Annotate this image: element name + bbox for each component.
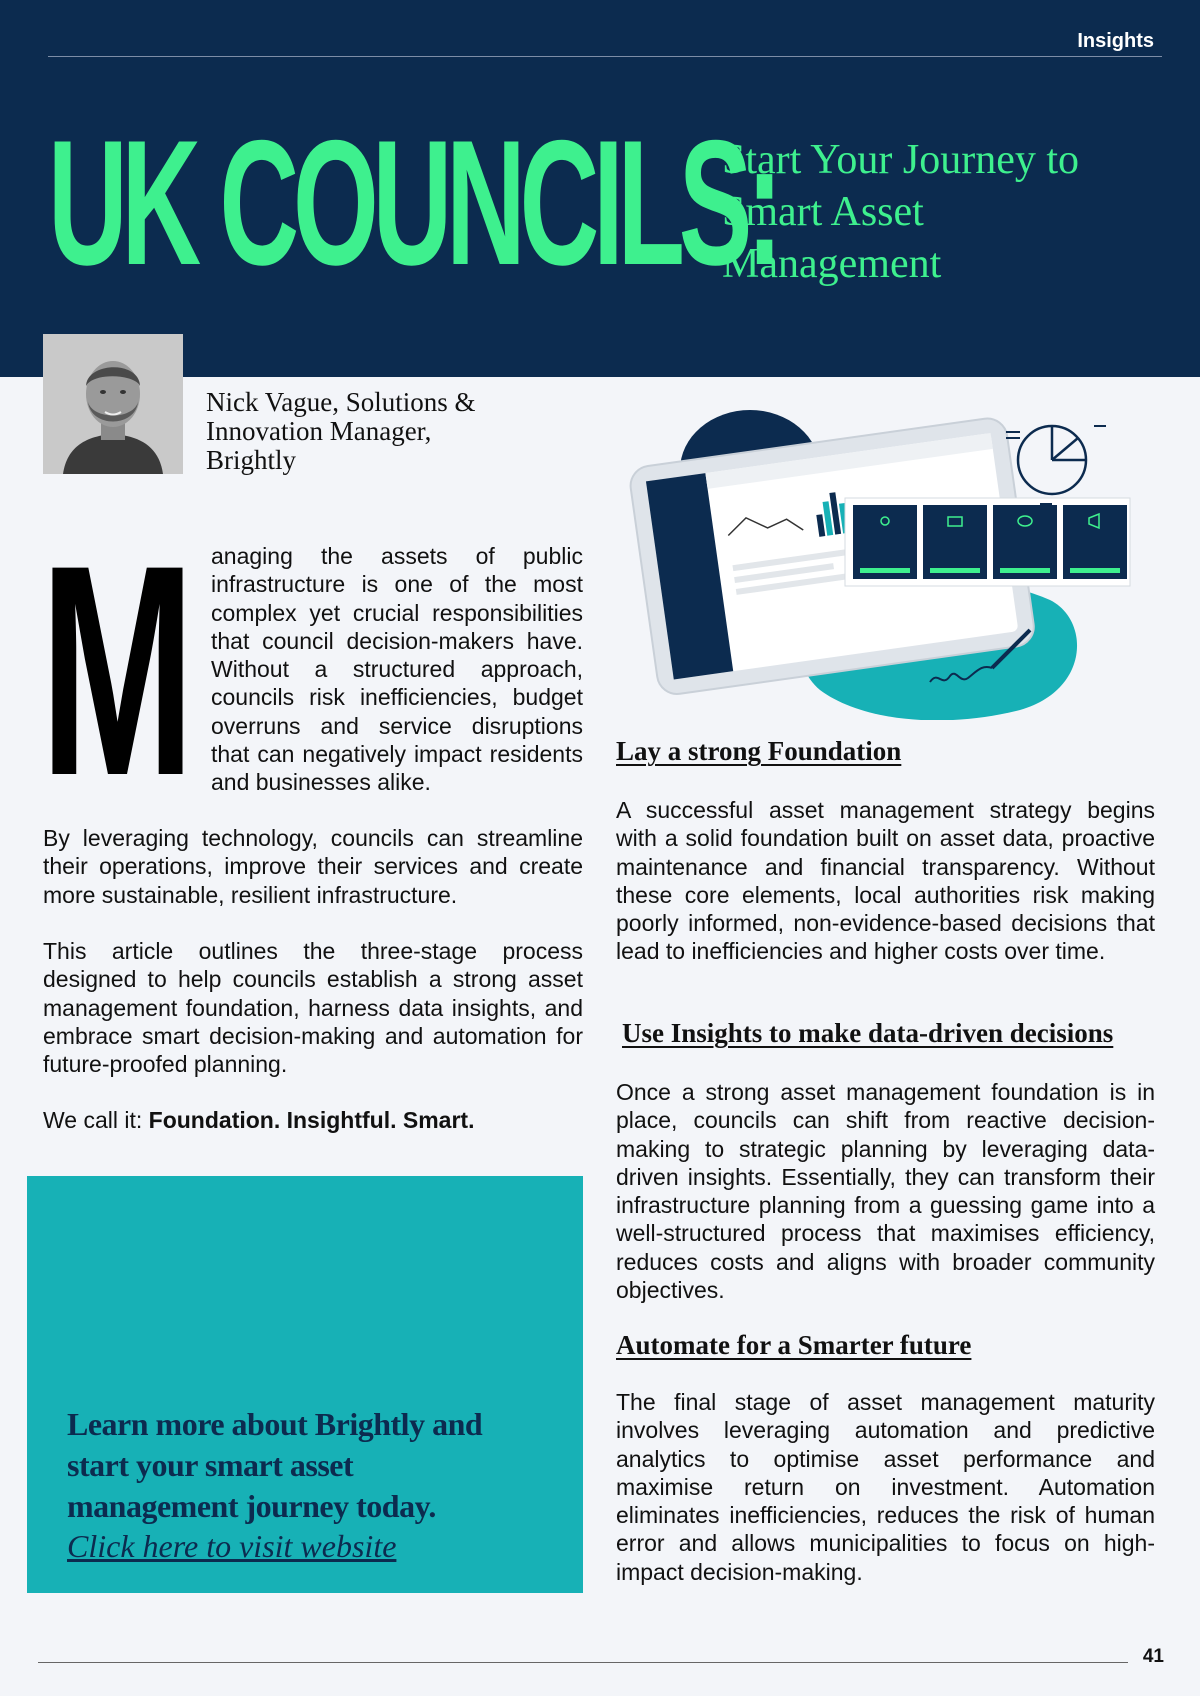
person-portrait-icon bbox=[43, 334, 183, 474]
section-label: Insights bbox=[1077, 30, 1154, 52]
section-heading-insights: Use Insights to make data-driven decisions bbox=[622, 1018, 1114, 1048]
subheadline: Start Your Journey to Smart Asset Management bbox=[722, 137, 1080, 287]
card-my-portal bbox=[853, 505, 917, 579]
intro-paragraph-1: anaging the assets of public infrastructure is one of the most complex yet crucial responsibilities that council decision-makers have. Without a structured approach, councils risk inefficiencies, budget overruns and service disruptions that can negatively impact residents and businesses alike. bbox=[211, 543, 583, 796]
cta-box bbox=[27, 1176, 583, 1593]
footer-divider bbox=[38, 1662, 1128, 1663]
author-photo bbox=[43, 334, 183, 474]
pie-chart-icon bbox=[1006, 426, 1106, 504]
tagline-bold: Foundation. Insightful. Smart. bbox=[148, 1107, 475, 1133]
intro-paragraph-3: This article outlines the three-stage process designed to help councils establish a strong asset management foundation, harness data insights, and embrace smart decision-making and automation for future-proofed planning. bbox=[43, 938, 583, 1078]
headline: UK COUNCILS: bbox=[48, 103, 777, 302]
section-body-automate: The final stage of asset management maturity involves leveraging automation and predictive analytics to optimise asset performance and maximise return on investment. Automation eliminates inefficiencies, reduces the risk of human error and allows municipalities to focus on high-impact decision-making. bbox=[616, 1389, 1155, 1585]
tagline-prefix: We call it: bbox=[43, 1107, 149, 1133]
section-heading-automate: Automate for a Smarter future bbox=[616, 1330, 972, 1360]
tablet-illustration bbox=[620, 400, 1165, 720]
intro-paragraph-4 bbox=[43, 1106, 583, 1134]
section-body-foundation: A successful asset management strategy begins with a solid foundation built on asset data, proactive maintenance and financial transparency. Without these core elements, local authorities risk making poorly informed, non-evidence-based decisions that lead to inefficiencies and higher costs over time. bbox=[616, 797, 1155, 965]
page-number: 41 bbox=[1142, 1646, 1164, 1667]
card-business-portal bbox=[923, 505, 987, 579]
intro-paragraph-2: By leveraging technology, councils can streamline their operations, improve their services and create more sustainable, resilient infrastructure. bbox=[43, 825, 583, 908]
drop-cap: M bbox=[40, 502, 195, 838]
header-divider bbox=[48, 56, 1162, 57]
author-name: Nick Vague, Solutions & Innovation Manager, Brightly bbox=[206, 387, 476, 475]
portal-cards bbox=[845, 498, 1130, 586]
cta-text: Learn more about Brightly and start your smart asset management journey today. bbox=[67, 1406, 483, 1524]
section-body-insights: Once a strong asset management foundation is in place, councils can shift from reactive decision-making to strategic planning by leveraging data-driven insights. Essentially, they can transform their infrastructure planning from a guessing game into a well-structured process that maximises efficiency, reduces costs and aligns with broader community objectives. bbox=[616, 1079, 1155, 1304]
section-heading-foundation: Lay a strong Foundation bbox=[616, 736, 902, 766]
header-banner bbox=[0, 0, 1200, 377]
visit-website-link[interactable]: Click here to visit website bbox=[67, 1528, 397, 1564]
